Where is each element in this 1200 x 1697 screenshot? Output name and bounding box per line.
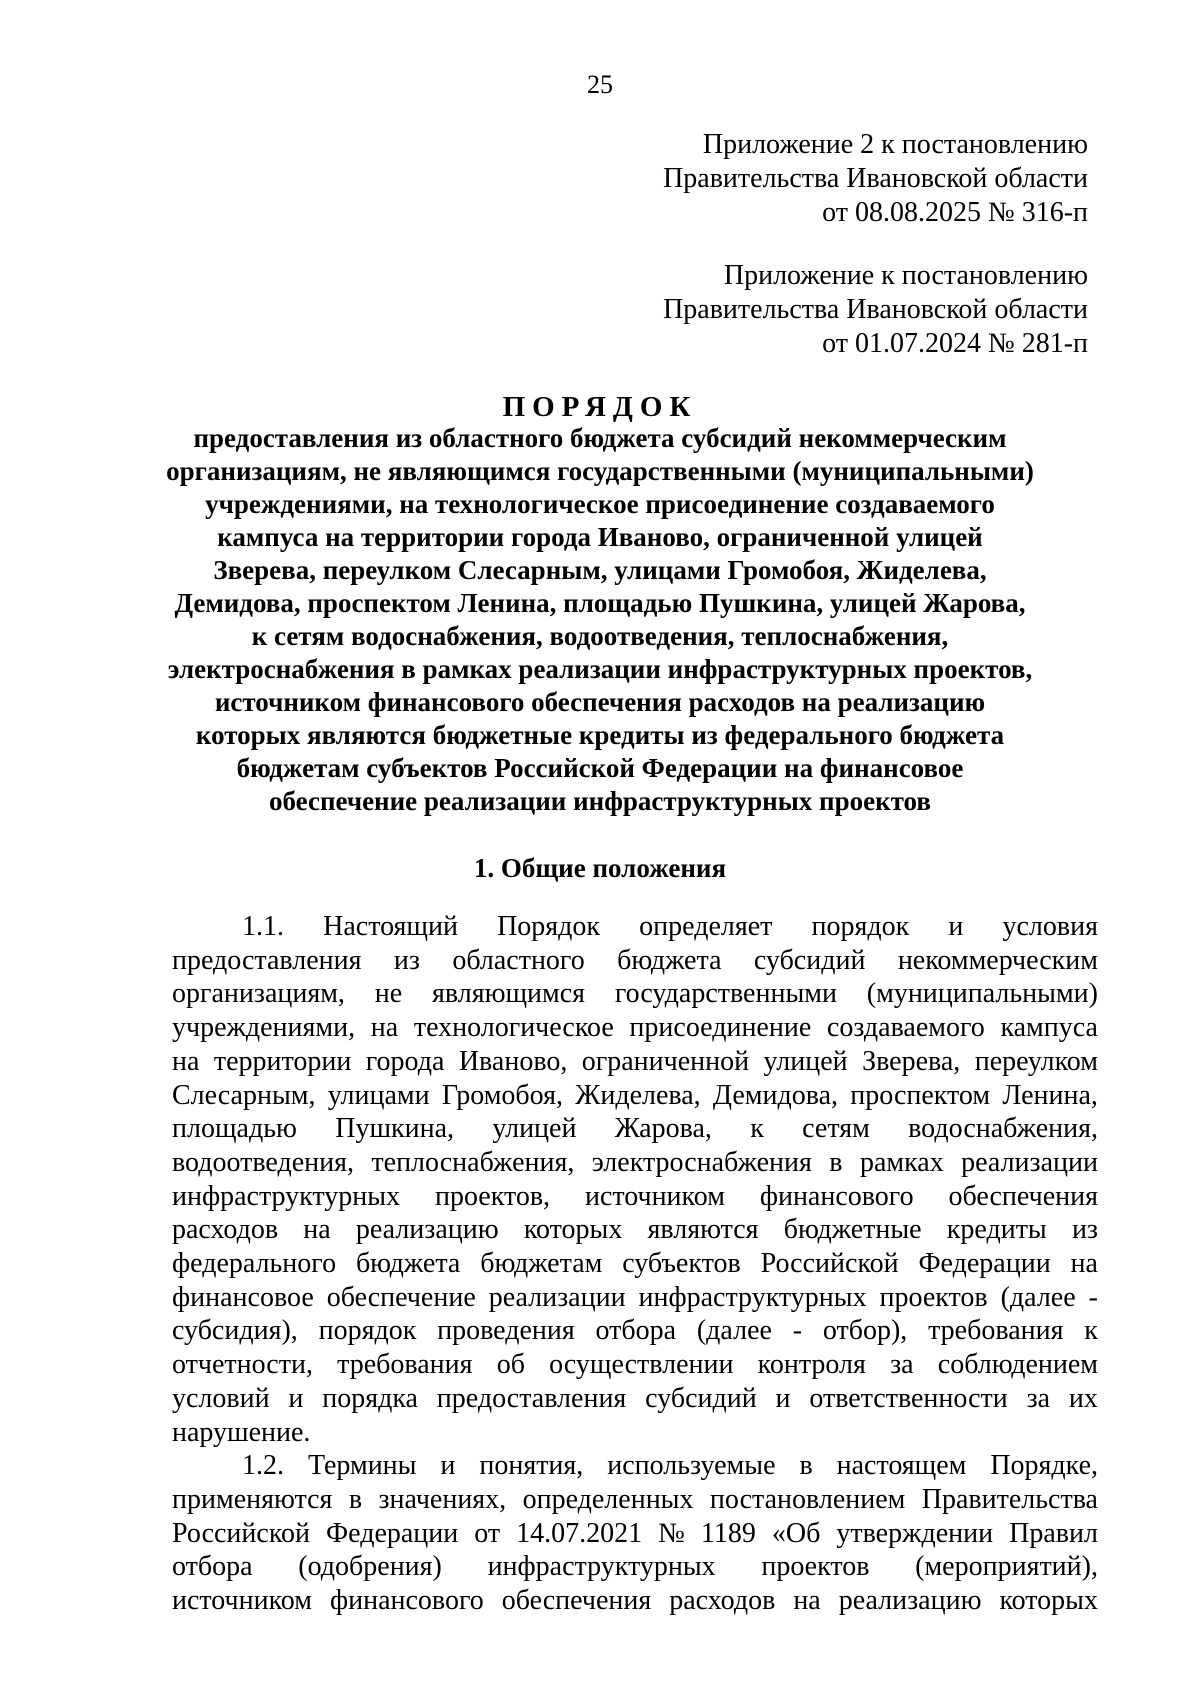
word: на [303, 1214, 331, 1246]
word: и [948, 911, 964, 942]
word: реализацию [838, 1585, 982, 1617]
text-line [172, 1483, 1098, 1517]
word: кампуса [1000, 1012, 1098, 1044]
word: их [1068, 1382, 1098, 1414]
word: на [370, 1012, 399, 1044]
word: инфраструктурных [487, 1551, 716, 1583]
word: от [474, 1517, 501, 1549]
word: водоотведения, [172, 1146, 354, 1178]
word: проспектом [850, 1079, 991, 1111]
word: Порядок [497, 911, 601, 942]
word: и [288, 1382, 304, 1414]
word: Российской [172, 1517, 310, 1549]
word: порядка [322, 1382, 418, 1414]
word: постановлением [709, 1483, 906, 1515]
word: сетям [802, 1113, 870, 1145]
subtitle-line: обеспечение реализации инфраструктурных проектов [269, 786, 931, 816]
text-line [172, 910, 1098, 944]
subtitle-line: бюджетам субъектов Российской Федерации на финансовое [236, 753, 964, 783]
word: 1.2. [242, 1450, 284, 1482]
paragraph-1-2 [172, 1449, 1098, 1618]
word: реализацию [355, 1214, 499, 1246]
text-line [172, 1045, 1098, 1079]
word: инфраструктурных [638, 1281, 867, 1313]
word: к [1084, 1315, 1098, 1347]
word: ограниченной [581, 1045, 750, 1077]
subtitle-line: предоставления из областного бюджета субсидий некоммерческим [193, 423, 1007, 453]
word: проектов, [434, 1180, 551, 1212]
text-line [172, 1213, 1098, 1247]
word: за [1026, 1382, 1051, 1414]
word: расходов [172, 1214, 279, 1246]
word: понятия, [479, 1450, 584, 1482]
text-line [172, 1517, 1098, 1551]
word: 14.07.2021 [516, 1517, 643, 1549]
word: (муниципальными) [866, 978, 1098, 1010]
appendix-line: Приложение к постановлению [723, 260, 1088, 291]
word: электроснабжения [591, 1146, 812, 1178]
word: являются [647, 1214, 759, 1246]
word: учреждениями, [172, 1012, 356, 1044]
word: технологическое [413, 1012, 614, 1044]
word: отбор), [822, 1315, 908, 1347]
word: обеспечения [948, 1180, 1098, 1212]
word: расходов [669, 1585, 776, 1617]
word: осуществлении [549, 1349, 734, 1381]
word: ответственности [809, 1382, 1008, 1414]
word: организациям, [172, 978, 345, 1010]
word: определяет [639, 911, 773, 942]
word: проектов [879, 1281, 988, 1313]
word: Жарова, [614, 1113, 712, 1145]
word: - [792, 1315, 803, 1347]
word: соблюдением [937, 1349, 1098, 1381]
word: обеспечение [326, 1281, 476, 1313]
word: Порядке, [990, 1450, 1098, 1482]
word: реализации [488, 1281, 626, 1313]
word: города [365, 1045, 445, 1077]
appendix-reference-current [663, 128, 1088, 230]
word: требования [928, 1315, 1064, 1347]
word: создаваемого [826, 1012, 985, 1044]
word: Зверева, [862, 1045, 961, 1077]
word: в [799, 1450, 813, 1482]
text-line [172, 1146, 1098, 1180]
text-line [172, 1247, 1098, 1281]
subtitle-line: учреждениями, на технологическое присоединение создаваемого [205, 489, 995, 519]
subtitle-line: к сетям водоснабжения, водоотведения, теплоснабжения, [251, 621, 949, 651]
word: присоединение [629, 1012, 812, 1044]
word: финансовое [172, 1281, 314, 1313]
word: из [1071, 1214, 1098, 1246]
word: (одобрения) [298, 1551, 442, 1583]
word: условий [172, 1382, 270, 1414]
word: контроля [757, 1349, 866, 1381]
text-line [172, 1180, 1098, 1214]
word: государственными [614, 978, 837, 1010]
appendix-line: Приложение 2 к постановлению [702, 129, 1088, 160]
appendix-reference-original [663, 259, 1088, 361]
text-line [172, 944, 1098, 978]
word: Правил [1009, 1517, 1098, 1549]
word: Термины [307, 1450, 417, 1482]
word: используемые [607, 1450, 776, 1482]
word: за [890, 1349, 914, 1381]
subtitle-line: Зверева, переулком Слесарным, улицами Громобоя, Жиделева, [213, 555, 987, 585]
word: к [750, 1113, 764, 1145]
word: реализации [961, 1146, 1098, 1178]
subtitle-line: электроснабжения в рамках реализации инфраструктурных проектов, [167, 654, 1033, 684]
word: субъектов [622, 1248, 741, 1280]
word: источником [172, 1585, 312, 1617]
word: Громобоя, [441, 1079, 564, 1111]
text-line [172, 1281, 1098, 1315]
word: и [775, 1382, 791, 1414]
word: предоставления [172, 944, 362, 976]
word: (мероприятий), [915, 1551, 1098, 1583]
word: Жиделева, [575, 1079, 701, 1111]
text-line [172, 1112, 1098, 1146]
word: предоставления [436, 1382, 627, 1414]
appendix-line: от 08.08.2025 № 316-п [822, 197, 1088, 228]
text-line [172, 1348, 1098, 1382]
section-heading: 1. Общие положения [473, 853, 727, 883]
word: отбора [595, 1315, 677, 1347]
word: в [348, 1483, 363, 1515]
text-line [172, 1011, 1098, 1045]
word: являющимся [431, 978, 586, 1010]
word: проведения [437, 1315, 575, 1347]
word: областного [452, 944, 585, 976]
word: переулком [974, 1045, 1098, 1077]
word: определенных [522, 1483, 694, 1515]
word: бюджетные [783, 1214, 922, 1246]
word: Слесарным, [172, 1079, 316, 1111]
word: требования [337, 1349, 473, 1381]
word: - [1088, 1281, 1098, 1313]
word: Правительства [921, 1483, 1098, 1515]
word: № [658, 1517, 685, 1549]
text-line [172, 977, 1098, 1011]
word: улицей [492, 1113, 577, 1145]
text-line: нарушение. [172, 1416, 311, 1448]
word: в [829, 1146, 843, 1178]
document-subtitle [140, 422, 1060, 818]
word: порядок [811, 911, 910, 942]
word: которых [523, 1214, 623, 1246]
word: бюджетам [480, 1248, 603, 1280]
word: Российской [760, 1248, 899, 1280]
word: Демидова, [712, 1079, 839, 1111]
word: отбора [172, 1551, 253, 1583]
word: Ленина, [1002, 1079, 1098, 1111]
word: обеспечения [501, 1585, 652, 1617]
word: из [393, 944, 420, 976]
word: субсидий [753, 944, 866, 976]
appendix-line: Правительства Ивановской области [663, 163, 1088, 194]
word: которых [999, 1585, 1098, 1617]
word: не [374, 978, 403, 1010]
word: улицами [327, 1079, 430, 1111]
appendix-line: Правительства Ивановской области [663, 294, 1088, 325]
word: настоящем [836, 1450, 967, 1482]
word: и [440, 1450, 456, 1482]
word: бюджета [355, 1248, 461, 1280]
text-line [172, 1079, 1098, 1113]
word: (далее [1000, 1281, 1076, 1313]
word: на [172, 1045, 200, 1077]
word: 1189 [700, 1517, 756, 1549]
subtitle-line: источником финансового обеспечения расходов на реализацию [214, 687, 986, 717]
word: финансового [759, 1180, 914, 1212]
word: федерального [172, 1248, 337, 1280]
word: на [793, 1585, 821, 1617]
word: применяются [172, 1483, 333, 1515]
word: кредиты [946, 1214, 1047, 1246]
word: водоснабжения, [908, 1113, 1098, 1145]
word: Пушкина, [335, 1113, 454, 1145]
word: Настоящий [323, 911, 458, 942]
word: Федерации [918, 1248, 1051, 1280]
subtitle-line: которых являются бюджетные кредиты из федерального бюджета [195, 720, 1005, 750]
text-line [172, 1314, 1098, 1348]
word: теплоснабжения, [371, 1146, 575, 1178]
word: условия [1002, 911, 1098, 942]
word: значениях, [378, 1483, 507, 1515]
word: об [496, 1349, 525, 1381]
subtitle-line: организациям, не являющимся государственными (муниципальными) [166, 456, 1034, 486]
appendix-line: от 01.07.2024 № 281-п [822, 328, 1088, 359]
word: инфраструктурных [172, 1180, 401, 1212]
page-number: 25 [587, 70, 613, 99]
word: субсидий [645, 1382, 757, 1414]
word: субсидия), [172, 1315, 298, 1347]
word: 1.1. [242, 911, 284, 942]
text-line [172, 1584, 1098, 1618]
word: территории [213, 1045, 352, 1077]
word: «Об [771, 1517, 821, 1549]
word: Федерации [326, 1517, 459, 1549]
word: некоммерческим [897, 944, 1098, 976]
document-title: ПОРЯДОК [502, 391, 698, 423]
text-line [172, 1382, 1098, 1416]
word: финансового [329, 1585, 484, 1617]
body-text [172, 910, 1098, 1618]
text-line [172, 1550, 1098, 1584]
word: отчетности, [172, 1349, 313, 1381]
word: бюджета [617, 944, 722, 976]
subtitle-line: кампуса на территории города Иваново, ограниченной улицей [217, 522, 983, 552]
word: (далее [696, 1315, 772, 1347]
word: источником [584, 1180, 725, 1212]
word: рамках [859, 1146, 944, 1178]
word: порядок [318, 1315, 417, 1347]
word: утверждении [836, 1517, 994, 1549]
word: Иваново, [458, 1045, 568, 1077]
word: на [1070, 1248, 1098, 1280]
word: площадью [172, 1113, 297, 1145]
subtitle-line: Демидова, проспектом Ленина, площадью Пушкина, улицей Жарова, [174, 588, 1026, 618]
word: улицей [763, 1045, 848, 1077]
paragraph-1-1 [172, 910, 1098, 1449]
word: проектов [761, 1551, 870, 1583]
text-line [172, 1449, 1098, 1483]
